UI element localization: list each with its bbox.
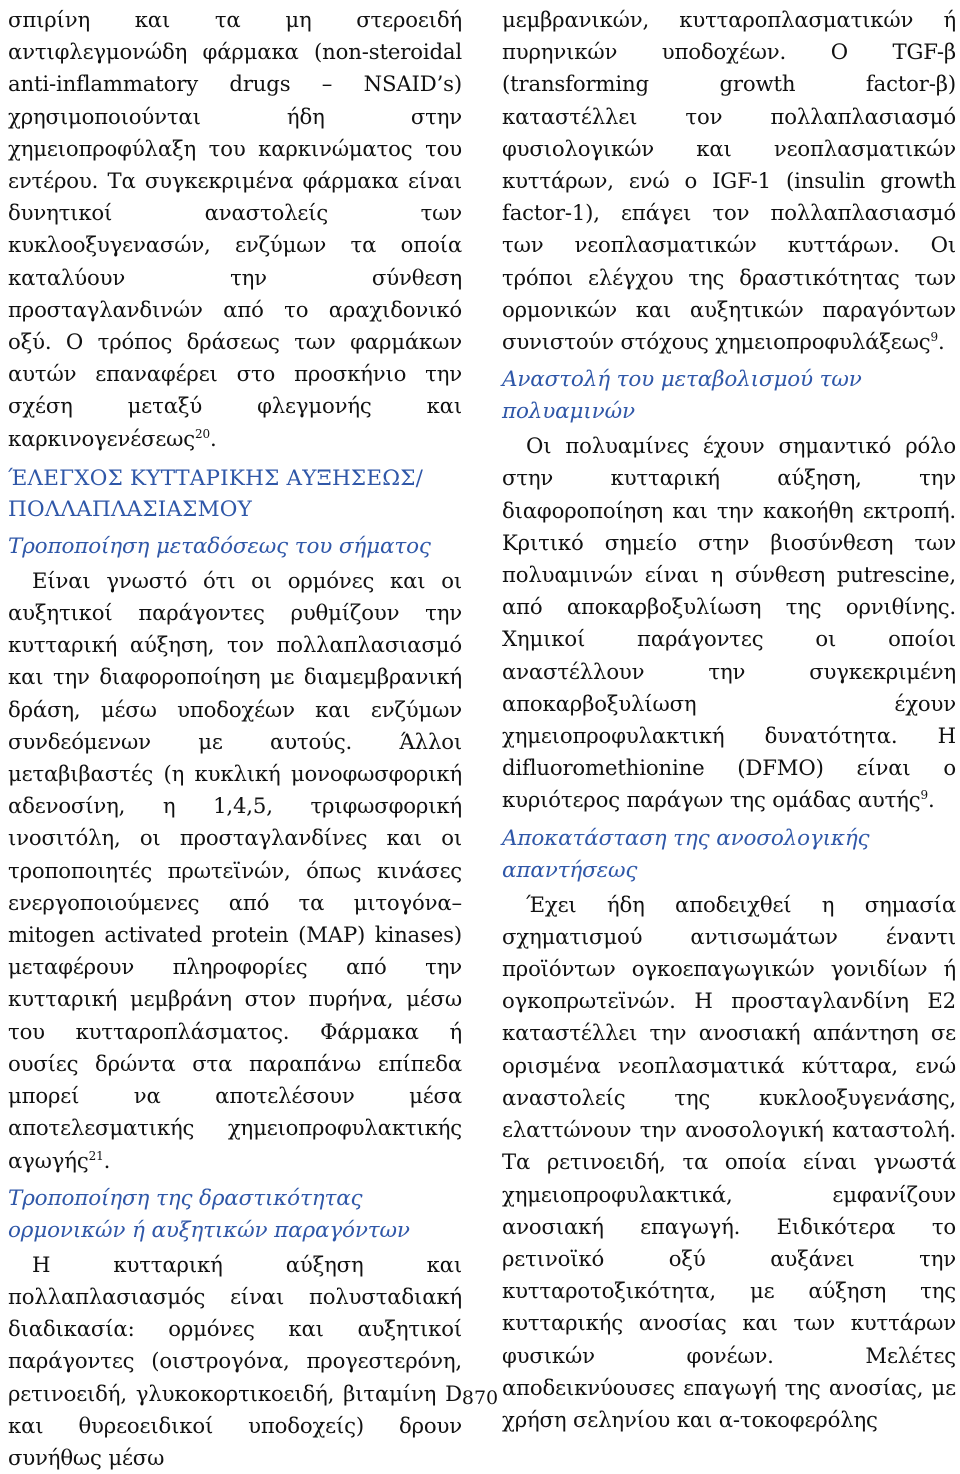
paragraph-receptors: [502, 4, 956, 358]
section-title: ΈΛΕΓΧΟΣ ΚΥΤΤΑΡΙΚΗΣ ΑΥΞΗΣΕΩΣ/ ΠΟΛΛΑΠΛΑΣΙΑΣΜΟΥ: [8, 465, 424, 522]
page-number: 870: [461, 1387, 499, 1409]
paragraph-text: μεμβρανικών, κυτταροπλασματικών ή πυρηνικών υποδοχέων. Ο TGF-β (transforming growth factor-β) καταστέλλει τον πολλαπλασιασμό φυσιολογικών και νεοπλασματικών κυττάρων, ενώ ο IGF-1 (insulin growth factor-1), επάγει τον πολλαπλασιασμό των νεοπλασματικών κυττάρων. Οι τρόποι ελέγχου της δραστικότητας των ορμονικών και αυξητικών παραγόντων συνιστούν στόχους χημειοπροφυλάξεως: [502, 7, 956, 355]
paragraph-nsaids: [8, 4, 462, 455]
paragraph-text: Οι πολυαμίνες έχουν σημαντικό ρόλο στην κυτταρική αύξηση, την διαφοροποίηση και την κακοήθη εκτροπή. Κριτικό σημείο στην βιοσύνθεση των πολυαμινών είναι η σύνθεση putrescine, από αποκαρβοξυλίωση της ορνιθίνης. Χημικοί παράγοντες οι οποίοι αναστέλλουν την συγκεκριμένη αποκαρβοξυλίωση έχουν χημειοπροφυλακτική δυνατότητα. Η difluoromethionine (DFMO) είναι ο κυριότερος παράγων της ομάδας αυτής: [502, 433, 956, 813]
paragraph-text: Είναι γνωστό ότι οι ορμόνες και οι αυξητικοί παράγοντες ρυθμίζουν την κυτταρική αύξηση, τον πολλαπλασιασμό και την διαφοροποίηση με διαμεμβρανική δράση, μέσω υποδοχέων και ενζύμων συνδεόμενων με αυτούς. Άλλοι μεταβιβαστές (η κυκλική μονοφωσφορική αδενοσίνη, η 1,4,5, τριφωσφορική ινοσιτόλη, οι προσταγλανδίνες και οι τροποποιητές πρωτεϊνών, όπως κινάσες ενεργοποιούμενες από τα μιτογόνα–mitogen activated protein (MAP) kinases) μεταφέρουν πληροφορίες από την κυτταρική μεμβράνη στον πυρήνα, μέσω του κυτταροπλάσματος. Φάρμακα ή ουσίες δρώντα στα παραπάνω επίπεδα μπορεί να αποτελέσουν μέσα αποτελεσματικής χημειοπροφυλακτικής αγωγής: [8, 567, 462, 1173]
reference-superscript: 9: [930, 330, 938, 345]
paragraph-text: Η κυτταρική αύξηση και πολλαπλασιασμός είναι πολυσταδιακή διαδικασία: ορμόνες και αυξητικοί παράγοντες (οιστρογόνα, προγεστερόνη, ρετινοειδή, γλυκοκορτικοειδή, βιταμίνη D και θυρεοειδικοί υποδοχείς) δρουν συνήθως μέσω: [8, 1251, 462, 1470]
paragraph-text: σπιρίνη και τα μη στεροειδή αντιφλεγμονώδη φάρμακα (non-steroidal anti-inflammatory drugs – NSAID’s) χρησιμοποιούνται ήδη στην χημειοπροφύλαξη του καρκινώματος του εντέρου. Τα συγκεκριμένα φάρμακα είναι δυνητικοί αναστολείς των κυκλοοξυγενασών, ενζύμων τα οποία καταλύουν την σύνθεση προσταγλανδινών από το αραχιδονικό οξύ. Ο τρόπος δράσεως των φαρμάκων αυτών επαναφέρει στο προσκήνιο την σχέση μεταξύ φλεγμονής και καρκινογενέσεως: [8, 7, 462, 451]
paragraph-end: .: [103, 1147, 111, 1173]
paragraph-end: .: [927, 787, 935, 813]
subsection-signal-transduction: Τροποποίηση μεταδόσεως του σήματος: [8, 533, 431, 559]
paragraph-text: Έχει ήδη αποδειχθεί η σημασία σχηματισμού αντισωμάτων έναντι προϊόντων ογκοεπαγωγικών γονιδίων ή ογκοπρωτεϊνών. Η προσταγλανδίνη E2 καταστέλλει την ανοσιακή απάντηση σε ορισμένα νεοπλασματικά κύτταρα, ενώ αναστολείς της κυκλοοξυγενάσης, ελαττώνουν την ανοσολογική καταστολή. Τα ρετινοειδή, τα οποία είναι γνωστά χημειοπροφυλακτικά, εμφανίζουν ανοσιακή επαγωγή. Ειδικότερα το ρετινοϊκό οξύ αυξάνει την κυτταροτοξικότητα, με αύξηση της κυτταρικής ανοσίας και των κυττάρων φυσικών φονέων. Μελέτες αποδεικνύουσες επαγωγή της ανοσίας, με χρήση σεληνίου και α-τοκοφερόλης: [502, 891, 956, 1432]
paragraph-polyamines: [502, 430, 956, 816]
reference-superscript: 20: [195, 426, 211, 441]
subsection-immune-response: Αποκατάσταση της ανοσολογικής απαντήσεως: [502, 825, 870, 883]
subsection-polyamines: Αναστολή του μεταβολισμού των πολυαμινών: [502, 367, 862, 425]
left-column: [8, 4, 462, 1474]
paragraph-end: .: [937, 329, 945, 355]
subsection-hormonal-activity: Τροποποίηση της δραστικότητας ορμονικών ή αυξητικών παραγόντων: [8, 1185, 410, 1243]
right-column: [502, 4, 956, 1436]
reference-superscript: 9: [920, 788, 928, 803]
paragraph-signal-transduction: [8, 565, 462, 1177]
paragraph-hormonal-activity: [8, 1249, 462, 1474]
paragraph-end: .: [210, 425, 217, 451]
reference-superscript: 21: [88, 1148, 104, 1163]
paragraph-immune-response: [502, 889, 956, 1436]
